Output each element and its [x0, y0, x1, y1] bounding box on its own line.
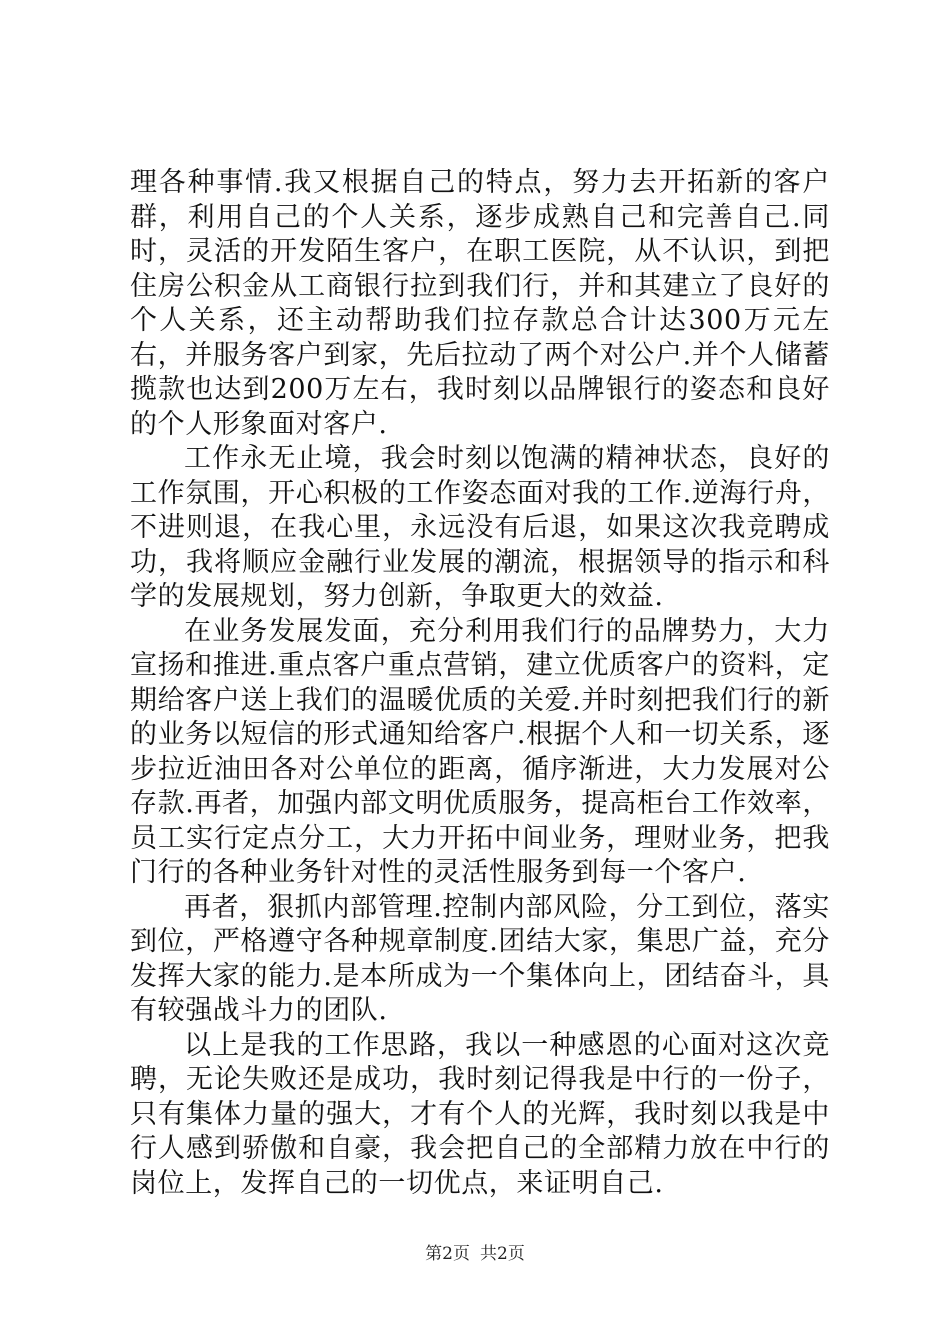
paragraph-3: 在业务发展发面，充分利用我们行的品牌势力，大力宣扬和推进.重点客户重点营销，建立优质客户的资料，定期给客户送上我们的温暖优质的关爱.并时刻把我们行的新的业务以短信的形式通知给客户.根据个人和一切关系，逐步拉近油田各对公单位的距离，循序渐进，大力发展对公存款.再者，加强内部文明优质服务，提高柜台工作效率，员工实行定点分工，大力开拓中间业务，理财业务，把我门行的各种业务针对性的灵活性服务到每一个客户. [130, 615, 830, 888]
page-total: 共2页 [480, 1244, 525, 1264]
document-body [130, 166, 830, 1201]
paragraph-2: 工作永无止境，我会时刻以饱满的精神状态，良好的工作氛围，开心积极的工作姿态面对我的工作.逆海行舟，不进则退，在我心里，永远没有后退，如果这次我竞聘成功，我将顺应金融行业发展的潮流，根据领导的指示和科学的发展规划，努力创新，争取更大的效益. [130, 443, 830, 612]
paragraph-5: 以上是我的工作思路，我以一种感恩的心面对这次竞聘，无论失败还是成功，我时刻记得我是中行的一份子，只有集体力量的强大，才有个人的光辉，我时刻以我是中行人感到骄傲和自豪，我会把自己的全部精力放在中行的岗位上，发挥自己的一切优点，来证明自己. [130, 1029, 830, 1199]
page-footer [0, 1243, 950, 1265]
paragraph-1: 理各种事情.我又根据自己的特点，努力去开拓新的客户群，利用自己的个人关系，逐步成熟自己和完善自己.同时，灵活的开发陌生客户，在职工医院，从不认识，到把住房公积金从工商银行拉到我们行，并和其建立了良好的个人关系，还主动帮助我们拉存款总合计达300万元左右，并服务客户到家，先后拉动了两个对公户.并个人储蓄揽款也达到200万左右，我时刻以品牌银行的姿态和良好的个人形象面对客户. [130, 167, 830, 440]
paragraph-4: 再者，狠抓内部管理.控制内部风险，分工到位，落实到位，严格遵守各种规章制度.团结大家，集思广益，充分发挥大家的能力.是本所成为一个集体向上，团结奋斗，具有较强战斗力的团队. [130, 891, 830, 1026]
page-number: 第2页 [425, 1244, 470, 1264]
